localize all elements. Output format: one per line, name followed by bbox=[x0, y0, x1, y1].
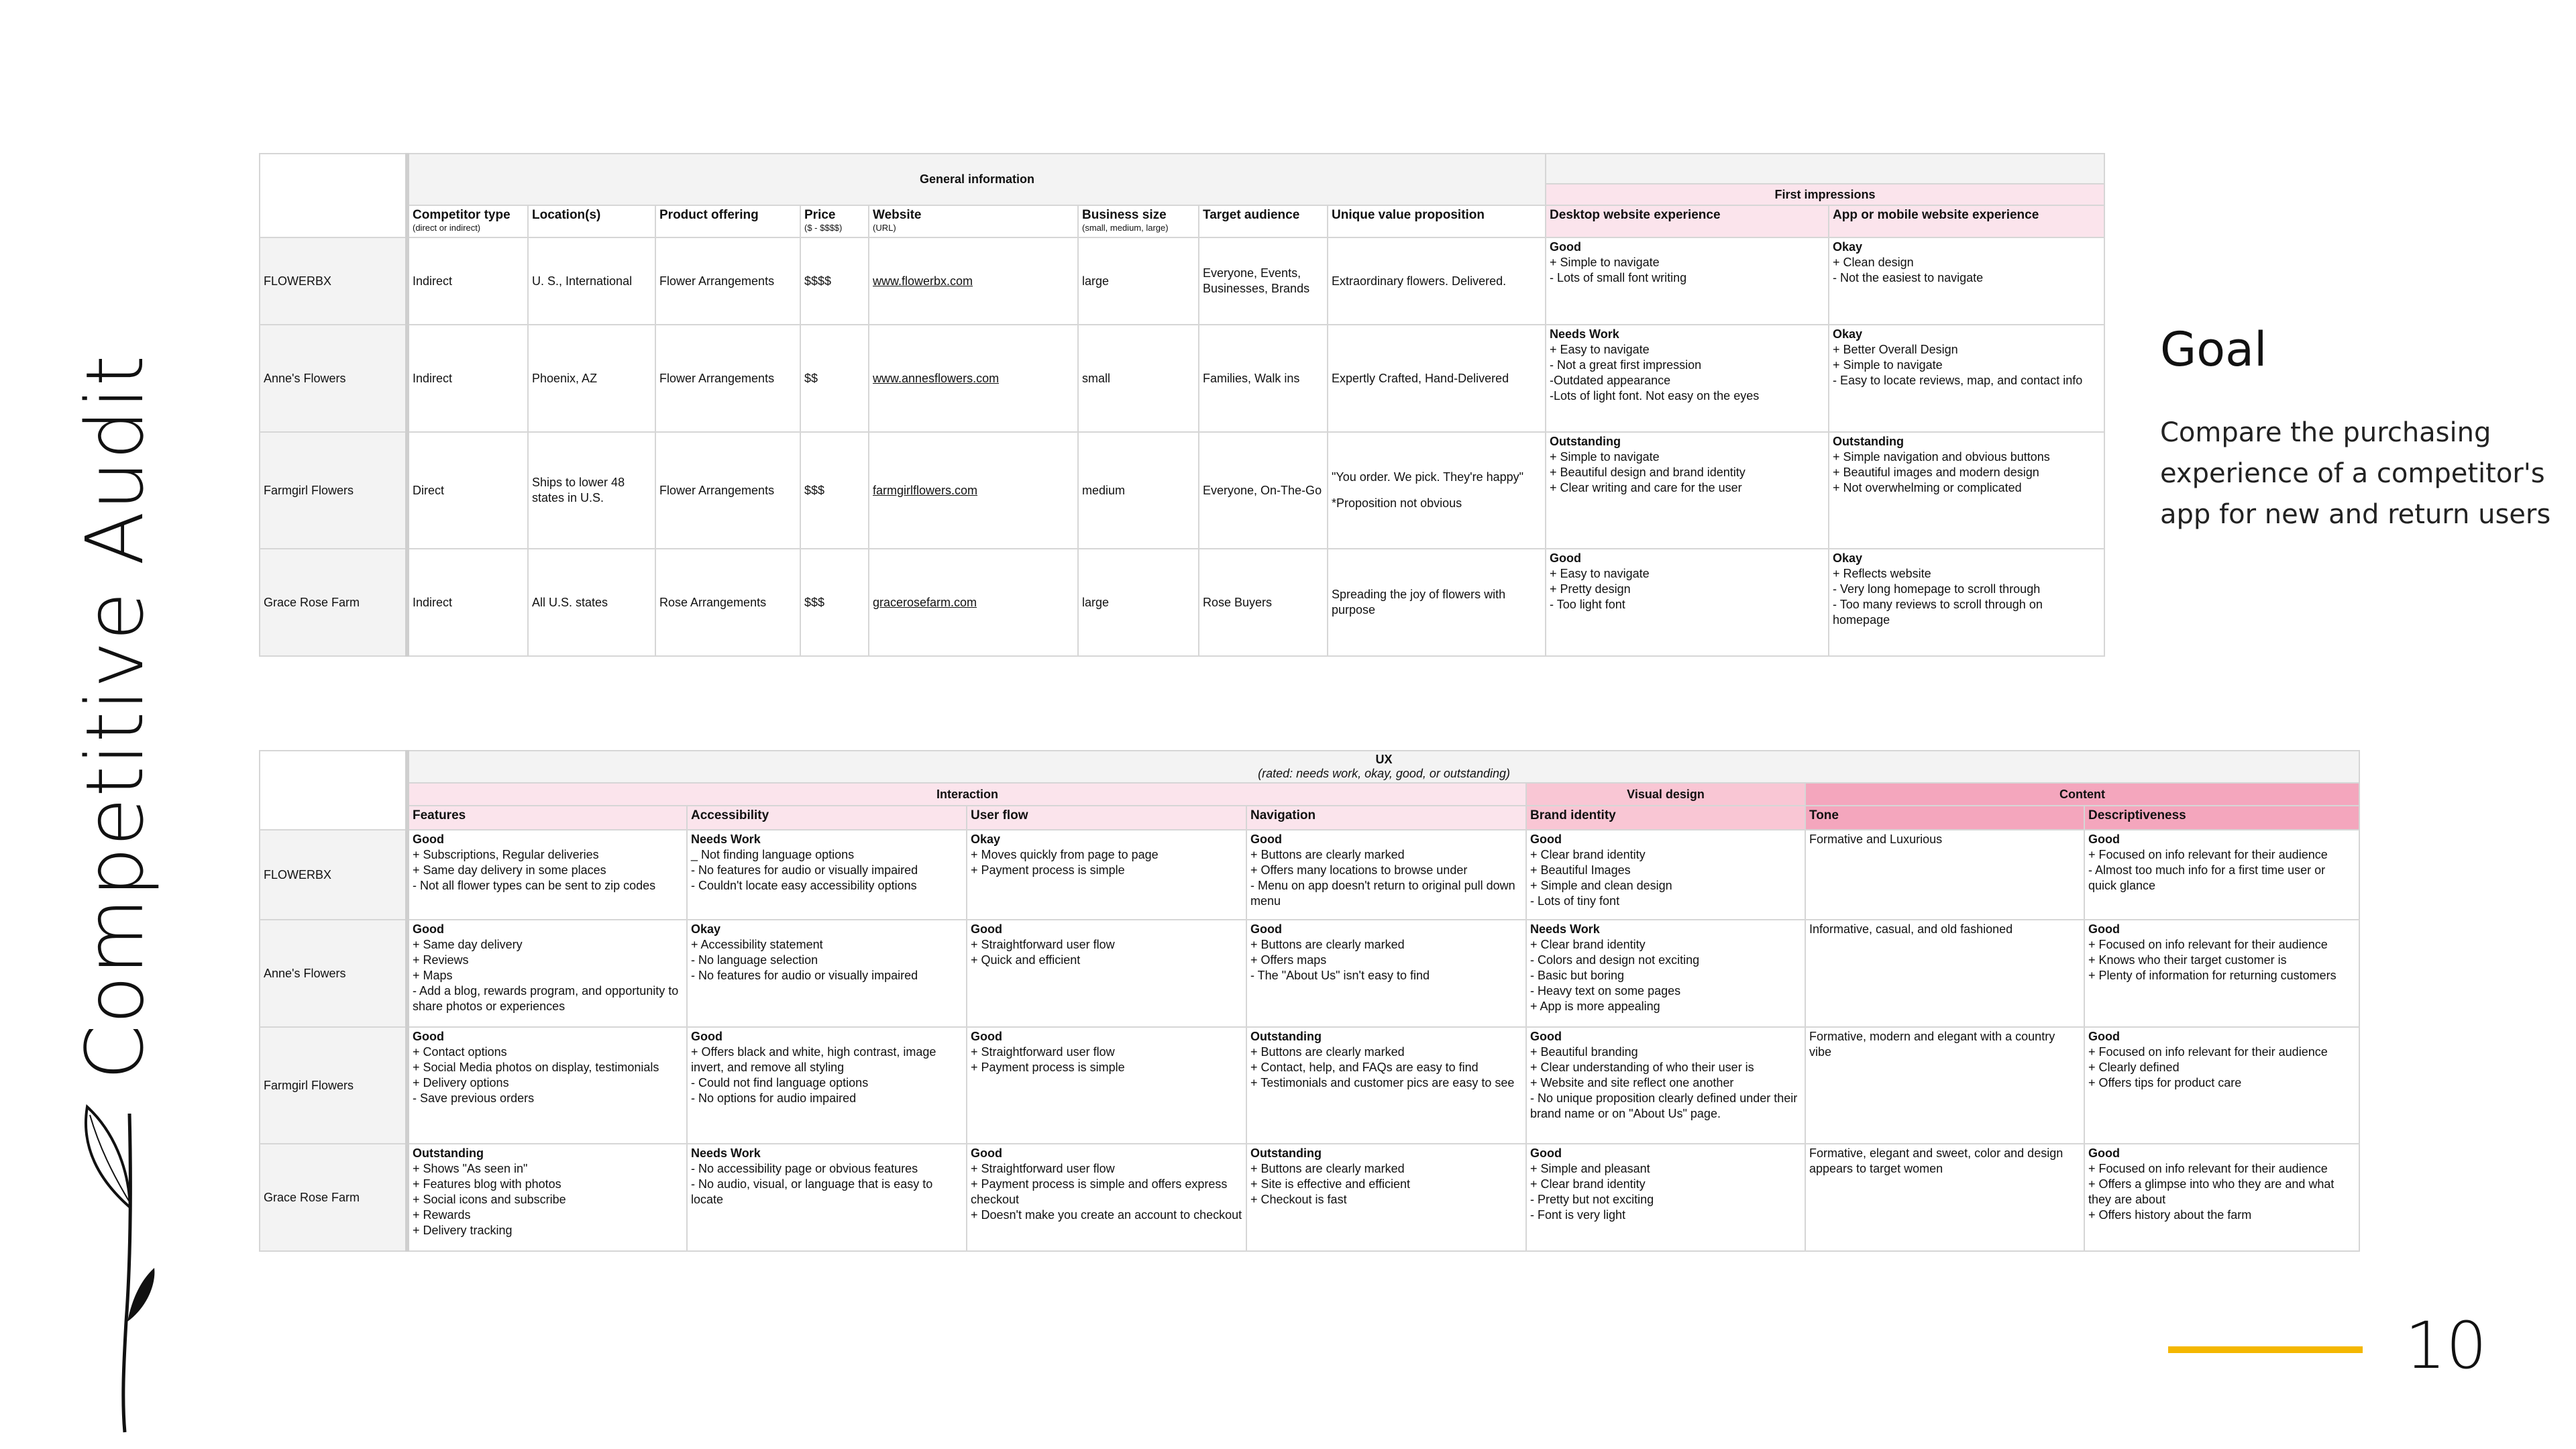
uvp: Extraordinary flowers. Delivered. bbox=[1332, 274, 1507, 288]
note: + Simple and pleasant bbox=[1530, 1162, 1650, 1175]
note: - Too many reviews to scroll through on homepage bbox=[1833, 598, 2043, 627]
features-cell bbox=[407, 1144, 687, 1251]
mobile-experience bbox=[1829, 237, 2104, 325]
note: + Beautiful branding bbox=[1530, 1045, 1638, 1059]
note: + Quick and efficient bbox=[971, 953, 1081, 967]
note: - Not all flower types can be sent to zip codes bbox=[413, 879, 656, 892]
note: + Simple to navigate bbox=[1550, 256, 1660, 269]
note: + Features blog with photos bbox=[413, 1177, 561, 1191]
business-size: medium bbox=[1078, 432, 1199, 549]
note: - Too light font bbox=[1550, 598, 1625, 611]
website-cell bbox=[869, 237, 1078, 325]
price: $$ bbox=[800, 325, 869, 432]
rating: Good bbox=[971, 1030, 1002, 1043]
competitor-name: FLOWERBX bbox=[260, 237, 407, 325]
descriptiveness-cell bbox=[2084, 920, 2359, 1027]
location: U. S., International bbox=[528, 237, 655, 325]
features-cell bbox=[407, 920, 687, 1027]
table-row bbox=[260, 325, 2104, 432]
navigation-cell bbox=[1246, 920, 1526, 1027]
website-cell bbox=[869, 325, 1078, 432]
note: - Very long homepage to scroll through bbox=[1833, 582, 2041, 596]
note: + Clear brand identity bbox=[1530, 848, 1646, 861]
note: + Reviews bbox=[413, 953, 469, 967]
rating: Good bbox=[2088, 833, 2120, 846]
leaf-sprig-icon bbox=[72, 1100, 166, 1436]
note: + Payment process is simple bbox=[971, 1061, 1125, 1074]
page-number: 10 bbox=[2405, 1308, 2487, 1383]
userflow-cell bbox=[967, 1144, 1246, 1251]
location: All U.S. states bbox=[528, 549, 655, 656]
note: - No features for audio or visually impaired bbox=[691, 969, 918, 982]
price: $$$$ bbox=[800, 237, 869, 325]
rating: Okay bbox=[1833, 240, 1863, 254]
note: + Payment process is simple and offers express checkout bbox=[971, 1177, 1228, 1206]
note: + Same day delivery bbox=[413, 938, 523, 951]
note: - Heavy text on some pages bbox=[1530, 984, 1681, 998]
note: -Outdated appearance bbox=[1550, 374, 1671, 387]
competitor-name: Anne's Flowers bbox=[260, 325, 407, 432]
rating: Needs Work bbox=[691, 833, 761, 846]
uvp-cell bbox=[1328, 432, 1546, 549]
uvp: Spreading the joy of flowers with purpose bbox=[1332, 588, 1506, 616]
location: Phoenix, AZ bbox=[528, 325, 655, 432]
note: - No accessibility page or obvious features bbox=[691, 1162, 918, 1175]
competitor-name: Anne's Flowers bbox=[260, 920, 407, 1027]
note: - Menu on app doesn't return to original pull down menu bbox=[1250, 879, 1515, 908]
note: + Clear brand identity bbox=[1530, 1177, 1646, 1191]
tone-cell: Formative, elegant and sweet, color and design appears to target women bbox=[1805, 1144, 2084, 1251]
header-user-flow: User flow bbox=[967, 806, 1246, 830]
target-audience: Rose Buyers bbox=[1199, 549, 1328, 656]
desktop-experience bbox=[1546, 549, 1829, 656]
brand-cell bbox=[1526, 1027, 1805, 1144]
ux-audit-table bbox=[259, 750, 2360, 1252]
rating: Good bbox=[1250, 833, 1282, 846]
rating: Good bbox=[691, 1030, 722, 1043]
note: + Site is effective and efficient bbox=[1250, 1177, 1410, 1191]
features-cell bbox=[407, 830, 687, 920]
note: + Offers many locations to browse under bbox=[1250, 863, 1468, 877]
rating: Good bbox=[413, 922, 444, 936]
note: + Doesn't make you create an account to checkout bbox=[971, 1208, 1242, 1222]
corner-cell bbox=[260, 154, 407, 237]
note: + Reflects website bbox=[1833, 567, 1931, 580]
note: - No language selection bbox=[691, 953, 818, 967]
note: - No unique proposition clearly defined under their brand name or on "About Us" page. bbox=[1530, 1091, 1798, 1120]
rating: Good bbox=[2088, 1030, 2120, 1043]
descriptiveness-cell bbox=[2084, 1027, 2359, 1144]
header-accessibility: Accessibility bbox=[687, 806, 967, 830]
descriptiveness-cell bbox=[2084, 830, 2359, 920]
competitor-name: FLOWERBX bbox=[260, 830, 407, 920]
note: - Add a blog, rewards program, and opportunity to share photos or experiences bbox=[413, 984, 679, 1013]
note: + Not overwhelming or complicated bbox=[1833, 481, 2022, 494]
note: + Focused on info relevant for their audience bbox=[2088, 1162, 2328, 1175]
target-audience: Everyone, On-The-Go bbox=[1199, 432, 1328, 549]
header-website: Website (URL) bbox=[869, 205, 1078, 237]
note: + Clear understanding of who their user is bbox=[1530, 1061, 1754, 1074]
note: + Simple to navigate bbox=[1833, 358, 1943, 372]
note: + Simple navigation and obvious buttons bbox=[1833, 450, 2050, 464]
header-mobile-experience: App or mobile website experience bbox=[1829, 205, 2104, 237]
note: + Focused on info relevant for their audience bbox=[2088, 1045, 2328, 1059]
uvp-note: *Proposition not obvious bbox=[1332, 496, 1462, 510]
rating: Okay bbox=[691, 922, 721, 936]
note: - No options for audio impaired bbox=[691, 1091, 857, 1105]
uvp-cell bbox=[1328, 237, 1546, 325]
note: + Clean design bbox=[1833, 256, 1914, 269]
note: + Knows who their target customer is bbox=[2088, 953, 2287, 967]
competitor-type: Direct bbox=[407, 432, 528, 549]
rating: Okay bbox=[971, 833, 1001, 846]
rating: Outstanding bbox=[413, 1146, 484, 1160]
rating: Outstanding bbox=[1250, 1146, 1322, 1160]
note: + Payment process is simple bbox=[971, 863, 1125, 877]
header-competitor-type: Competitor type (direct or indirect) bbox=[407, 205, 528, 237]
price: $$$ bbox=[800, 432, 869, 549]
note: + Same day delivery in some places bbox=[413, 863, 606, 877]
uvp-cell bbox=[1328, 549, 1546, 656]
rating: Good bbox=[971, 1146, 1002, 1160]
header-product-offering: Product offering bbox=[655, 205, 800, 237]
header-target-audience: Target audience bbox=[1199, 205, 1328, 237]
note: - Easy to locate reviews, map, and contact info bbox=[1833, 374, 2083, 387]
rating: Good bbox=[1250, 922, 1282, 936]
brand-cell bbox=[1526, 830, 1805, 920]
rating: Good bbox=[1530, 833, 1562, 846]
slide-title: Competitive Audit bbox=[68, 354, 161, 1080]
table-row bbox=[260, 920, 2359, 1027]
competitor-name: Grace Rose Farm bbox=[260, 1144, 407, 1251]
competitor-name: Farmgirl Flowers bbox=[260, 432, 407, 549]
note: - No features for audio or visually impaired bbox=[691, 863, 918, 877]
note: + Offers history about the farm bbox=[2088, 1208, 2252, 1222]
ux-subtitle: (rated: needs work, okay, good, or outstanding) bbox=[1258, 767, 1510, 780]
note: + Clear brand identity bbox=[1530, 938, 1646, 951]
features-cell bbox=[407, 1027, 687, 1144]
group-content: Content bbox=[1805, 783, 2359, 806]
desktop-experience bbox=[1546, 432, 1829, 549]
note: + Beautiful Images bbox=[1530, 863, 1631, 877]
note: _ Not finding language options bbox=[691, 848, 855, 861]
goal-text: Compare the purchasing experience of a competitor's app for new and return users bbox=[2160, 417, 2551, 530]
note: + Easy to navigate bbox=[1550, 343, 1650, 356]
business-size: large bbox=[1078, 237, 1199, 325]
competitor-name: Grace Rose Farm bbox=[260, 549, 407, 656]
table-row bbox=[260, 432, 2104, 549]
group-first-impressions: First impressions bbox=[1546, 184, 2104, 205]
note: - The "About Us" isn't easy to find bbox=[1250, 969, 1430, 982]
group-visual-design: Visual design bbox=[1526, 783, 1805, 806]
table-row bbox=[260, 1027, 2359, 1144]
note: + Rewards bbox=[413, 1208, 471, 1222]
ux-title: UX bbox=[1375, 753, 1393, 766]
table-row bbox=[260, 549, 2104, 656]
note: + Focused on info relevant for their audience bbox=[2088, 848, 2328, 861]
competitor-overview-table bbox=[259, 153, 2105, 657]
competitor-name: Farmgirl Flowers bbox=[260, 1027, 407, 1144]
rating: Good bbox=[2088, 922, 2120, 936]
note: + Buttons are clearly marked bbox=[1250, 938, 1405, 951]
note: + Shows "As seen in" bbox=[413, 1162, 528, 1175]
table-row bbox=[260, 1144, 2359, 1251]
note: + Website and site reflect one another bbox=[1530, 1076, 1734, 1089]
header-business-size: Business size (small, medium, large) bbox=[1078, 205, 1199, 237]
tone-cell: Informative, casual, and old fashioned bbox=[1805, 920, 2084, 1027]
note: + Buttons are clearly marked bbox=[1250, 848, 1405, 861]
note: + Beautiful design and brand identity bbox=[1550, 466, 1746, 479]
accessibility-cell bbox=[687, 830, 967, 920]
rating: Needs Work bbox=[1530, 922, 1600, 936]
accessibility-cell bbox=[687, 1144, 967, 1251]
note: - Lots of small font writing bbox=[1550, 271, 1687, 284]
note: - Save previous orders bbox=[413, 1091, 535, 1105]
note: + Social Media photos on display, testimonials bbox=[413, 1061, 659, 1074]
product-offering: Flower Arrangements bbox=[655, 325, 800, 432]
note: + Focused on info relevant for their audience bbox=[2088, 938, 2328, 951]
note: + Straightforward user flow bbox=[971, 938, 1115, 951]
note: + Buttons are clearly marked bbox=[1250, 1162, 1405, 1175]
rating: Good bbox=[1550, 240, 1582, 254]
accessibility-cell bbox=[687, 1027, 967, 1144]
competitor-type: Indirect bbox=[407, 237, 528, 325]
note: + Straightforward user flow bbox=[971, 1162, 1115, 1175]
product-offering: Flower Arrangements bbox=[655, 237, 800, 325]
rating: Okay bbox=[1833, 327, 1863, 341]
website-link[interactable]: www.flowerbx.com bbox=[873, 274, 973, 288]
rating: Good bbox=[413, 833, 444, 846]
note: - Not the easiest to navigate bbox=[1833, 271, 1984, 284]
userflow-cell bbox=[967, 1027, 1246, 1144]
userflow-cell bbox=[967, 920, 1246, 1027]
note: - Could not find language options bbox=[691, 1076, 869, 1089]
goal-title: Goal bbox=[2160, 322, 2267, 377]
accessibility-cell bbox=[687, 920, 967, 1027]
header-features: Features bbox=[407, 806, 687, 830]
accent-line bbox=[2168, 1346, 2363, 1353]
header-brand-identity: Brand identity bbox=[1526, 806, 1805, 830]
website-link[interactable]: farmgirlflowers.com bbox=[873, 483, 978, 497]
note: + Offers black and white, high contrast, image invert, and remove all styling bbox=[691, 1045, 936, 1074]
rating: Good bbox=[971, 922, 1002, 936]
website-cell bbox=[869, 432, 1078, 549]
note: + Contact options bbox=[413, 1045, 507, 1059]
header-desktop-experience: Desktop website experience bbox=[1546, 205, 1829, 237]
desktop-experience bbox=[1546, 237, 1829, 325]
mobile-experience bbox=[1829, 432, 2104, 549]
group-spacer bbox=[1546, 154, 2104, 184]
note: + Delivery tracking bbox=[413, 1224, 513, 1237]
note: + Pretty design bbox=[1550, 582, 1631, 596]
website-cell bbox=[869, 549, 1078, 656]
rating: Good bbox=[413, 1030, 444, 1043]
note: - No audio, visual, or language that is easy to locate bbox=[691, 1177, 933, 1206]
table-row bbox=[260, 237, 2104, 325]
product-offering: Rose Arrangements bbox=[655, 549, 800, 656]
note: - Not a great first impression bbox=[1550, 358, 1702, 372]
note: + Offers maps bbox=[1250, 953, 1327, 967]
note: - Colors and design not exciting bbox=[1530, 953, 1700, 967]
rating: Needs Work bbox=[691, 1146, 761, 1160]
note: + App is more appealing bbox=[1530, 1000, 1660, 1013]
descriptiveness-cell bbox=[2084, 1144, 2359, 1251]
navigation-cell bbox=[1246, 830, 1526, 920]
website-link[interactable]: gracerosefarm.com bbox=[873, 595, 977, 609]
note: + Moves quickly from page to page bbox=[971, 848, 1159, 861]
note: -Lots of light font. Not easy on the eyes bbox=[1550, 389, 1760, 402]
product-offering: Flower Arrangements bbox=[655, 432, 800, 549]
tone-cell: Formative and Luxurious bbox=[1805, 830, 2084, 920]
note: + Simple to navigate bbox=[1550, 450, 1660, 464]
brand-cell bbox=[1526, 1144, 1805, 1251]
rating: Outstanding bbox=[1250, 1030, 1322, 1043]
competitor-type: Indirect bbox=[407, 549, 528, 656]
note: + Contact, help, and FAQs are easy to find bbox=[1250, 1061, 1479, 1074]
rating: Good bbox=[1530, 1030, 1562, 1043]
header-tone: Tone bbox=[1805, 806, 2084, 830]
note: + Clearly defined bbox=[2088, 1061, 2180, 1074]
userflow-cell bbox=[967, 830, 1246, 920]
note: + Offers tips for product care bbox=[2088, 1076, 2242, 1089]
price: $$$ bbox=[800, 549, 869, 656]
location: Ships to lower 48 states in U.S. bbox=[528, 432, 655, 549]
note: + Straightforward user flow bbox=[971, 1045, 1115, 1059]
mobile-experience bbox=[1829, 325, 2104, 432]
uvp: Expertly Crafted, Hand-Delivered bbox=[1332, 371, 1509, 385]
note: + Easy to navigate bbox=[1550, 567, 1650, 580]
note: - Basic but boring bbox=[1530, 969, 1625, 982]
header-price: Price ($ - $$$$) bbox=[800, 205, 869, 237]
website-link[interactable]: www.annesflowers.com bbox=[873, 371, 1000, 385]
rating: Needs Work bbox=[1550, 327, 1619, 341]
group-general-information: General information bbox=[407, 154, 1546, 205]
group-ux bbox=[407, 751, 2359, 783]
note: + Accessibility statement bbox=[691, 938, 823, 951]
business-size: small bbox=[1078, 325, 1199, 432]
table-row bbox=[260, 830, 2359, 920]
mobile-experience bbox=[1829, 549, 2104, 656]
rating: Outstanding bbox=[1833, 435, 1904, 448]
uvp: "You order. We pick. They're happy" bbox=[1332, 470, 1524, 484]
brand-cell bbox=[1526, 920, 1805, 1027]
note: - Font is very light bbox=[1530, 1208, 1626, 1222]
tone-cell: Formative, modern and elegant with a country vibe bbox=[1805, 1027, 2084, 1144]
desktop-experience bbox=[1546, 325, 1829, 432]
navigation-cell bbox=[1246, 1144, 1526, 1251]
uvp-cell bbox=[1328, 325, 1546, 432]
header-unique-value-proposition: Unique value proposition bbox=[1328, 205, 1546, 237]
note: + Simple and clean design bbox=[1530, 879, 1672, 892]
header-navigation: Navigation bbox=[1246, 806, 1526, 830]
note: + Delivery options bbox=[413, 1076, 509, 1089]
target-audience: Families, Walk ins bbox=[1199, 325, 1328, 432]
note: + Plenty of information for returning customers bbox=[2088, 969, 2337, 982]
rating: Outstanding bbox=[1550, 435, 1621, 448]
uvp-spacer bbox=[1332, 485, 1542, 496]
note: - Almost too much info for a first time user or quick glance bbox=[2088, 863, 2326, 892]
business-size: large bbox=[1078, 549, 1199, 656]
note: + Offers a glimpse into who they are and what they are about bbox=[2088, 1177, 2334, 1206]
target-audience: Everyone, Events, Businesses, Brands bbox=[1199, 237, 1328, 325]
note: + Better Overall Design bbox=[1833, 343, 1958, 356]
navigation-cell bbox=[1246, 1027, 1526, 1144]
note: + Social icons and subscribe bbox=[413, 1193, 566, 1206]
rating: Okay bbox=[1833, 551, 1863, 565]
note: + Clear writing and care for the user bbox=[1550, 481, 1742, 494]
note: - Lots of tiny font bbox=[1530, 894, 1620, 908]
corner-cell bbox=[260, 751, 407, 830]
note: + Maps bbox=[413, 969, 453, 982]
competitor-type: Indirect bbox=[407, 325, 528, 432]
note: - Pretty but not exciting bbox=[1530, 1193, 1654, 1206]
header-descriptiveness: Descriptiveness bbox=[2084, 806, 2359, 830]
header-location: Location(s) bbox=[528, 205, 655, 237]
note: + Subscriptions, Regular deliveries bbox=[413, 848, 599, 861]
group-interaction: Interaction bbox=[407, 783, 1526, 806]
rating: Good bbox=[2088, 1146, 2120, 1160]
note: - Couldn't locate easy accessibility options bbox=[691, 879, 917, 892]
note: + Buttons are clearly marked bbox=[1250, 1045, 1405, 1059]
rating: Good bbox=[1530, 1146, 1562, 1160]
rating: Good bbox=[1550, 551, 1582, 565]
note: + Testimonials and customer pics are easy to see bbox=[1250, 1076, 1515, 1089]
note: + Beautiful images and modern design bbox=[1833, 466, 2039, 479]
note: + Checkout is fast bbox=[1250, 1193, 1347, 1206]
